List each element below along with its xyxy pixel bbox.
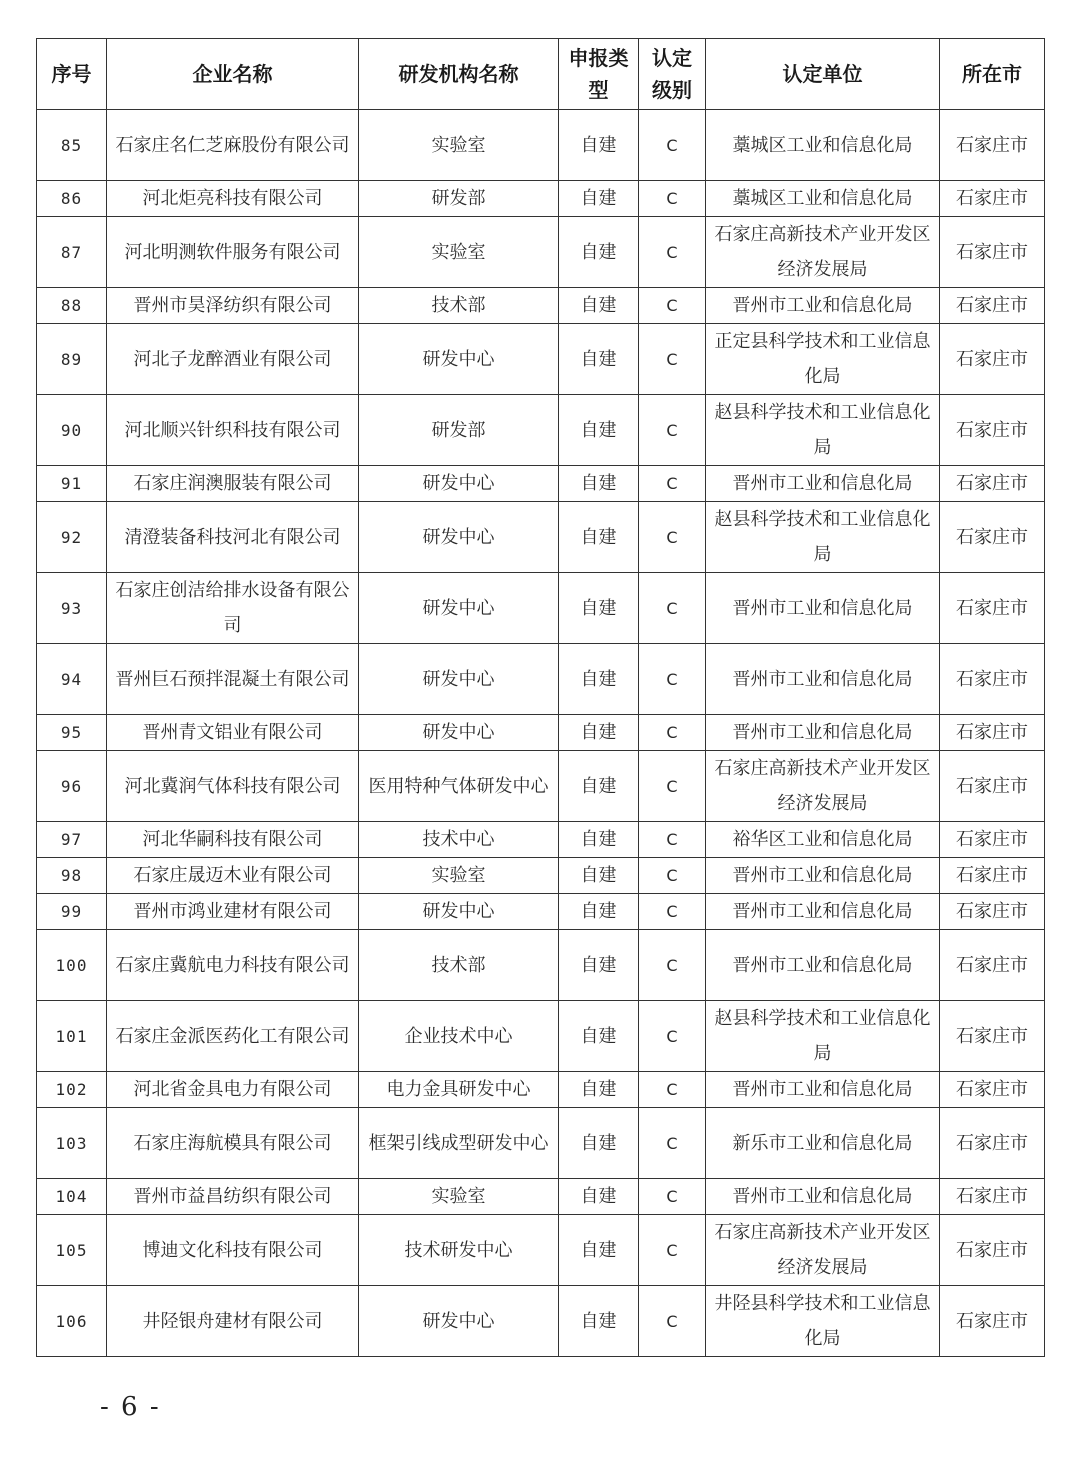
cell-type: 自建 [559, 1215, 639, 1286]
cell-institution: 技术研发中心 [359, 1215, 559, 1286]
cell-institution: 研发中心 [359, 466, 559, 502]
cell-company: 石家庄名仁芝麻股份有限公司 [107, 110, 359, 181]
cell-type: 自建 [559, 1286, 639, 1357]
enterprise-rd-table [36, 38, 1045, 1357]
cell-type: 自建 [559, 288, 639, 324]
cell-seq: 101 [37, 1001, 107, 1072]
cell-company: 晋州市昊泽纺织有限公司 [107, 288, 359, 324]
cell-city: 石家庄市 [940, 644, 1045, 715]
table-row [37, 181, 1045, 217]
cell-seq: 100 [37, 930, 107, 1001]
table-row [37, 217, 1045, 288]
cell-institution: 研发中心 [359, 644, 559, 715]
cell-institution: 实验室 [359, 110, 559, 181]
table-row [37, 644, 1045, 715]
header-company: 企业名称 [107, 39, 359, 110]
cell-company: 晋州市益昌纺织有限公司 [107, 1179, 359, 1215]
table-row [37, 1286, 1045, 1357]
table-row [37, 894, 1045, 930]
table-row [37, 1215, 1045, 1286]
cell-type: 自建 [559, 1179, 639, 1215]
cell-institution: 研发中心 [359, 502, 559, 573]
cell-authority: 藁城区工业和信息化局 [706, 181, 940, 217]
cell-level: C [639, 1215, 706, 1286]
cell-company: 河北省金具电力有限公司 [107, 1072, 359, 1108]
cell-level: C [639, 181, 706, 217]
cell-seq: 103 [37, 1108, 107, 1179]
cell-authority: 石家庄高新技术产业开发区经济发展局 [706, 1215, 940, 1286]
cell-type: 自建 [559, 217, 639, 288]
cell-authority: 晋州市工业和信息化局 [706, 288, 940, 324]
cell-city: 石家庄市 [940, 395, 1045, 466]
table-row [37, 715, 1045, 751]
table-header-row [37, 39, 1045, 110]
cell-institution: 实验室 [359, 1179, 559, 1215]
header-level: 认定级别 [639, 39, 706, 110]
cell-city: 石家庄市 [940, 1001, 1045, 1072]
cell-institution: 医用特种气体研发中心 [359, 751, 559, 822]
cell-seq: 106 [37, 1286, 107, 1357]
cell-seq: 87 [37, 217, 107, 288]
cell-city: 石家庄市 [940, 930, 1045, 1001]
cell-level: C [639, 1072, 706, 1108]
cell-company: 石家庄金派医药化工有限公司 [107, 1001, 359, 1072]
cell-company: 晋州市鸿业建材有限公司 [107, 894, 359, 930]
cell-institution: 电力金具研发中心 [359, 1072, 559, 1108]
cell-authority: 晋州市工业和信息化局 [706, 466, 940, 502]
cell-company: 河北冀润气体科技有限公司 [107, 751, 359, 822]
cell-level: C [639, 1108, 706, 1179]
cell-city: 石家庄市 [940, 1072, 1045, 1108]
cell-level: C [639, 502, 706, 573]
cell-seq: 99 [37, 894, 107, 930]
cell-company: 博迪文化科技有限公司 [107, 1215, 359, 1286]
cell-city: 石家庄市 [940, 751, 1045, 822]
cell-city: 石家庄市 [940, 822, 1045, 858]
cell-city: 石家庄市 [940, 715, 1045, 751]
cell-institution: 技术部 [359, 930, 559, 1001]
cell-seq: 85 [37, 110, 107, 181]
cell-level: C [639, 395, 706, 466]
cell-type: 自建 [559, 1072, 639, 1108]
header-institution: 研发机构名称 [359, 39, 559, 110]
cell-type: 自建 [559, 395, 639, 466]
cell-authority: 晋州市工业和信息化局 [706, 930, 940, 1001]
cell-institution: 实验室 [359, 858, 559, 894]
cell-authority: 晋州市工业和信息化局 [706, 1072, 940, 1108]
cell-type: 自建 [559, 930, 639, 1001]
cell-level: C [639, 894, 706, 930]
cell-company: 河北顺兴针织科技有限公司 [107, 395, 359, 466]
cell-institution: 研发中心 [359, 894, 559, 930]
cell-city: 石家庄市 [940, 288, 1045, 324]
cell-company: 晋州青文铝业有限公司 [107, 715, 359, 751]
cell-type: 自建 [559, 466, 639, 502]
cell-type: 自建 [559, 324, 639, 395]
cell-seq: 90 [37, 395, 107, 466]
cell-institution: 技术中心 [359, 822, 559, 858]
cell-type: 自建 [559, 1001, 639, 1072]
cell-authority: 赵县科学技术和工业信息化局 [706, 1001, 940, 1072]
header-seq: 序号 [37, 39, 107, 110]
table-row [37, 1108, 1045, 1179]
table-row [37, 1001, 1045, 1072]
cell-city: 石家庄市 [940, 1215, 1045, 1286]
cell-institution: 技术部 [359, 288, 559, 324]
cell-level: C [639, 715, 706, 751]
cell-city: 石家庄市 [940, 324, 1045, 395]
cell-level: C [639, 930, 706, 1001]
page-number: - 6 - [100, 1392, 161, 1422]
cell-authority: 裕华区工业和信息化局 [706, 822, 940, 858]
cell-city: 石家庄市 [940, 1179, 1045, 1215]
cell-seq: 102 [37, 1072, 107, 1108]
cell-authority: 晋州市工业和信息化局 [706, 644, 940, 715]
cell-level: C [639, 288, 706, 324]
table-row [37, 466, 1045, 502]
cell-company: 河北子龙醉酒业有限公司 [107, 324, 359, 395]
cell-level: C [639, 324, 706, 395]
table-row [37, 822, 1045, 858]
cell-seq: 93 [37, 573, 107, 644]
cell-authority: 石家庄高新技术产业开发区经济发展局 [706, 751, 940, 822]
cell-company: 石家庄海航模具有限公司 [107, 1108, 359, 1179]
cell-level: C [639, 822, 706, 858]
table-row [37, 110, 1045, 181]
cell-level: C [639, 217, 706, 288]
cell-seq: 92 [37, 502, 107, 573]
cell-city: 石家庄市 [940, 1286, 1045, 1357]
cell-level: C [639, 751, 706, 822]
cell-level: C [639, 1286, 706, 1357]
cell-company: 石家庄润澳服装有限公司 [107, 466, 359, 502]
cell-city: 石家庄市 [940, 181, 1045, 217]
cell-city: 石家庄市 [940, 217, 1045, 288]
cell-seq: 91 [37, 466, 107, 502]
cell-institution: 研发部 [359, 395, 559, 466]
cell-city: 石家庄市 [940, 466, 1045, 502]
cell-seq: 97 [37, 822, 107, 858]
cell-type: 自建 [559, 715, 639, 751]
cell-type: 自建 [559, 751, 639, 822]
cell-company: 河北炬亮科技有限公司 [107, 181, 359, 217]
cell-authority: 晋州市工业和信息化局 [706, 573, 940, 644]
cell-level: C [639, 1001, 706, 1072]
cell-city: 石家庄市 [940, 573, 1045, 644]
cell-type: 自建 [559, 858, 639, 894]
cell-authority: 正定县科学技术和工业信息化局 [706, 324, 940, 395]
cell-type: 自建 [559, 1108, 639, 1179]
cell-city: 石家庄市 [940, 894, 1045, 930]
table-row [37, 858, 1045, 894]
cell-seq: 95 [37, 715, 107, 751]
cell-institution: 研发中心 [359, 1286, 559, 1357]
table-row [37, 324, 1045, 395]
cell-authority: 赵县科学技术和工业信息化局 [706, 502, 940, 573]
table-row [37, 930, 1045, 1001]
cell-level: C [639, 644, 706, 715]
cell-level: C [639, 110, 706, 181]
cell-authority: 晋州市工业和信息化局 [706, 1179, 940, 1215]
header-authority: 认定单位 [706, 39, 940, 110]
cell-authority: 新乐市工业和信息化局 [706, 1108, 940, 1179]
cell-seq: 94 [37, 644, 107, 715]
table-row [37, 395, 1045, 466]
cell-company: 石家庄冀航电力科技有限公司 [107, 930, 359, 1001]
table-row [37, 1179, 1045, 1215]
table-row [37, 1072, 1045, 1108]
table-row [37, 288, 1045, 324]
cell-company: 河北华嗣科技有限公司 [107, 822, 359, 858]
cell-type: 自建 [559, 894, 639, 930]
cell-institution: 研发部 [359, 181, 559, 217]
cell-institution: 框架引线成型研发中心 [359, 1108, 559, 1179]
cell-institution: 研发中心 [359, 715, 559, 751]
cell-level: C [639, 858, 706, 894]
cell-company: 石家庄晟迈木业有限公司 [107, 858, 359, 894]
cell-seq: 98 [37, 858, 107, 894]
cell-level: C [639, 1179, 706, 1215]
cell-institution: 研发中心 [359, 324, 559, 395]
cell-authority: 藁城区工业和信息化局 [706, 110, 940, 181]
cell-type: 自建 [559, 573, 639, 644]
cell-institution: 研发中心 [359, 573, 559, 644]
cell-company: 石家庄创洁给排水设备有限公司 [107, 573, 359, 644]
cell-company: 井陉银舟建材有限公司 [107, 1286, 359, 1357]
cell-authority: 石家庄高新技术产业开发区经济发展局 [706, 217, 940, 288]
cell-type: 自建 [559, 110, 639, 181]
table-row [37, 502, 1045, 573]
cell-level: C [639, 466, 706, 502]
cell-type: 自建 [559, 502, 639, 573]
cell-level: C [639, 573, 706, 644]
cell-city: 石家庄市 [940, 858, 1045, 894]
cell-city: 石家庄市 [940, 110, 1045, 181]
cell-institution: 企业技术中心 [359, 1001, 559, 1072]
cell-city: 石家庄市 [940, 502, 1045, 573]
cell-company: 河北明测软件服务有限公司 [107, 217, 359, 288]
cell-seq: 89 [37, 324, 107, 395]
cell-company: 晋州巨石预拌混凝土有限公司 [107, 644, 359, 715]
cell-authority: 晋州市工业和信息化局 [706, 715, 940, 751]
cell-type: 自建 [559, 644, 639, 715]
cell-seq: 86 [37, 181, 107, 217]
cell-seq: 104 [37, 1179, 107, 1215]
table-row [37, 751, 1045, 822]
cell-authority: 井陉县科学技术和工业信息化局 [706, 1286, 940, 1357]
cell-city: 石家庄市 [940, 1108, 1045, 1179]
cell-authority: 赵县科学技术和工业信息化局 [706, 395, 940, 466]
header-city: 所在市 [940, 39, 1045, 110]
cell-authority: 晋州市工业和信息化局 [706, 894, 940, 930]
cell-seq: 105 [37, 1215, 107, 1286]
cell-type: 自建 [559, 181, 639, 217]
header-apply-type: 申报类型 [559, 39, 639, 110]
cell-company: 清澄装备科技河北有限公司 [107, 502, 359, 573]
cell-type: 自建 [559, 822, 639, 858]
table-row [37, 573, 1045, 644]
cell-seq: 96 [37, 751, 107, 822]
cell-institution: 实验室 [359, 217, 559, 288]
cell-seq: 88 [37, 288, 107, 324]
cell-authority: 晋州市工业和信息化局 [706, 858, 940, 894]
